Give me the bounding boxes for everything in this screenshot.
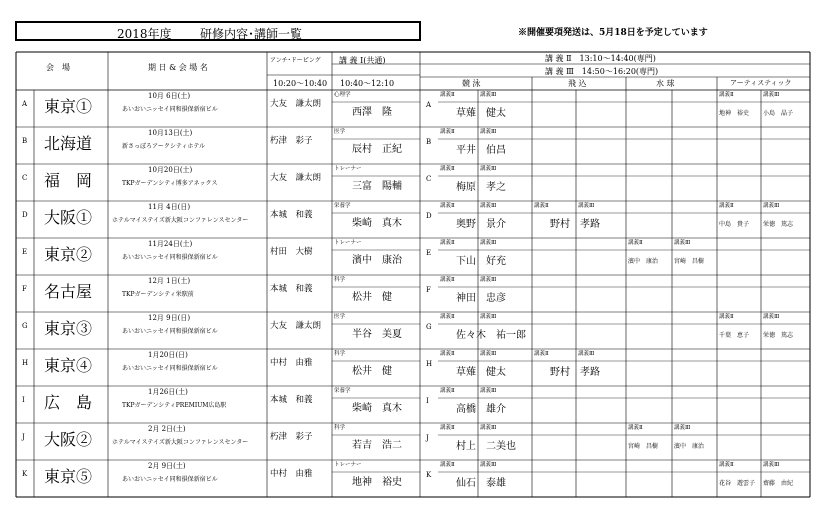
lecture1-field: トレーナー	[334, 462, 362, 468]
lecture3-tag: 講義Ⅲ	[480, 462, 497, 468]
lecture2-tag: 講義Ⅱ	[440, 166, 455, 172]
venue-name: ホテルマイステイズ新大阪コンファレンスセンター	[112, 439, 249, 446]
lecture-instructor: 高橋 雄介	[456, 404, 506, 415]
lecture1-instructor: 柴崎 真木	[352, 403, 402, 414]
title-year: 2018年度	[117, 27, 172, 41]
lecture3-tag: 講義Ⅲ	[674, 425, 691, 431]
lecture2-tag: 講義Ⅱ	[440, 314, 455, 320]
lecture-instructor: 下山 好充	[456, 256, 506, 267]
row-letter: G	[22, 322, 28, 330]
row-letter-2: I	[426, 397, 429, 405]
lecture3-tag: 講義Ⅲ	[480, 240, 497, 246]
lecture2-tag: 講義Ⅱ	[628, 240, 643, 246]
lecture2-tag: 講義Ⅱ	[440, 462, 455, 468]
event-date: 1月26日(土)	[148, 388, 188, 396]
lecture1-field: 医学	[334, 129, 346, 135]
header-event-artistic: アーティスティック	[730, 79, 792, 87]
event-date: 10月 6日(土)	[148, 92, 191, 100]
lecture3-tag: 講義Ⅲ	[480, 129, 497, 135]
lecture1-instructor: 三富 陽輔	[352, 181, 402, 192]
lecture2-tag: 講義Ⅱ	[440, 240, 455, 246]
lecture2-tag: 講義Ⅱ	[534, 351, 549, 357]
lecture3-instructor: 濱中 康治	[674, 443, 705, 450]
lecture3-tag: 講義Ⅲ	[763, 462, 780, 468]
venue-city: 東京③	[44, 319, 93, 338]
venue-name: TKPガーデンシティPREMIUM広島駅	[122, 402, 227, 409]
event-date: 12月 9日(日)	[148, 314, 191, 322]
lecture3-instructor: 小島 晶子	[763, 110, 794, 117]
lecture-instructor: 平井 伯昌	[456, 145, 506, 156]
lecture2-instructor: 地神 裕史	[719, 110, 750, 117]
row-letter: F	[22, 285, 27, 293]
lecture1-field: トレーナー	[334, 166, 362, 172]
row-letter-2: B	[426, 138, 432, 146]
lecture3-tag: 講義Ⅲ	[480, 203, 497, 209]
lecture1-instructor: 地神 裕史	[352, 477, 402, 488]
lecture1-field: 栄養学	[334, 203, 351, 209]
lecture2-instructor: 千葉 恵子	[719, 332, 750, 339]
row-letter-2: E	[426, 249, 432, 257]
event-date: 2月 9日(土)	[148, 462, 186, 470]
lecture3-instructor: 栄徳 篤志	[763, 332, 794, 339]
lecture3-tag: 講義Ⅲ	[763, 314, 780, 320]
header-event-diving: 飛 込	[568, 79, 587, 88]
page-title: 研修内容･講師一覧	[200, 27, 303, 41]
header-event-swimming: 競 泳	[462, 79, 481, 88]
lecture-instructor: 草薙 健太	[456, 367, 506, 378]
venue-city: 東京④	[44, 356, 93, 375]
anti-doping-instructor: 朽津 彩子	[270, 136, 313, 146]
row-letter: E	[22, 248, 28, 256]
venue-name: 新さっぽろアークシティホテル	[122, 143, 206, 150]
event-date: 2月 2日(土)	[148, 425, 186, 433]
lecture-instructor: 仙石 泰雄	[456, 478, 506, 489]
anti-doping-instructor: 村田 大樹	[270, 247, 313, 257]
row-letter: I	[22, 396, 25, 404]
venue-city: 東京⑤	[44, 467, 93, 486]
header-venue: 会 場	[46, 63, 70, 72]
venue-name: あいおいニッセイ同和損保新宿ビル	[122, 106, 218, 113]
venue-city: 東京②	[44, 245, 93, 264]
lecture3-tag: 講義Ⅲ	[480, 351, 497, 357]
lecture3-tag: 講義Ⅲ	[480, 277, 497, 283]
lecture1-instructor: 松井 健	[352, 292, 392, 303]
lecture3-tag: 講義Ⅲ	[674, 240, 691, 246]
venue-city: 広 島	[44, 393, 93, 412]
lecture1-instructor: 松井 健	[352, 366, 392, 377]
lecture-instructor: 村上 二美也	[456, 441, 516, 452]
row-letter: B	[22, 137, 28, 145]
lecture3-instructor: 宮崎 昌樹	[674, 258, 705, 265]
lecture2-tag: 講義Ⅱ	[440, 129, 455, 135]
row-letter-2: C	[426, 175, 432, 183]
event-date: 11月 4日(日)	[148, 203, 191, 211]
venue-city: 名古屋	[44, 282, 93, 301]
row-letter-2: F	[426, 286, 431, 294]
lecture1-field: トレーナー	[334, 240, 362, 246]
lecture-instructor: 奥野 景介	[456, 219, 506, 230]
header-date-venue: 期 日 & 会 場 名	[148, 63, 208, 72]
venue-name: TKPガーデンシティ栄駅前	[122, 291, 194, 298]
event-date: 10月20日(土)	[148, 166, 193, 174]
event-date: 11月24日(土)	[148, 240, 193, 248]
lecture3-tag: 講義Ⅲ	[480, 166, 497, 172]
header-anti-doping: アンチ･ドーピング	[270, 57, 321, 64]
anti-doping-instructor: 朽津 彩子	[270, 432, 313, 442]
lecture-instructor: 神田 忠彦	[456, 293, 506, 304]
row-letter: H	[22, 359, 29, 367]
lecture2-instructor: 濱中 康治	[628, 258, 659, 265]
lecture1-instructor: 半谷 美夏	[352, 329, 402, 340]
anti-doping-instructor: 大友 謙太朗	[270, 99, 322, 109]
lecture2-instructor: 宮崎 昌樹	[628, 443, 659, 450]
anti-doping-instructor: 中村 由雅	[270, 469, 313, 479]
venue-name: ホテルマイステイズ新大阪コンファレンスセンター	[112, 217, 249, 224]
event-date: 1月20日(日)	[148, 351, 188, 359]
lecture2-tag: 講義Ⅱ	[440, 388, 455, 394]
lecture3-tag: 講義Ⅲ	[480, 314, 497, 320]
lecture3-tag: 講義Ⅲ	[480, 388, 497, 394]
lecture1-instructor: 若吉 浩二	[352, 440, 402, 451]
row-letter-2: A	[426, 101, 432, 109]
header-lecture1-time: 10:40～12:10	[340, 79, 395, 88]
lecture3-tag: 講義Ⅲ	[763, 92, 780, 98]
row-letter-2: H	[426, 360, 433, 368]
lecture1-instructor: 濱中 康治	[352, 255, 402, 266]
anti-doping-instructor: 本城 和義	[270, 395, 313, 405]
lecture2-tag: 講義Ⅱ	[628, 425, 643, 431]
lecture2-tag: 講義Ⅱ	[719, 92, 734, 98]
venue-city: 北海道	[44, 134, 93, 153]
lecture1-field: 科学	[334, 351, 346, 357]
lecture-instructor: 野村 孝路	[550, 367, 600, 378]
lecture1-instructor: 西澤 隆	[352, 107, 392, 118]
lecture1-instructor: 辰村 正紀	[352, 144, 402, 155]
anti-doping-instructor: 本城 和義	[270, 210, 313, 220]
venue-name: あいおいニッセイ同和損保新宿ビル	[122, 254, 218, 261]
lecture1-field: 科学	[334, 277, 346, 283]
lecture3-tag: 講義Ⅲ	[763, 203, 780, 209]
lecture3-tag: 講義Ⅲ	[578, 351, 595, 357]
lecture2-tag: 講義Ⅱ	[440, 351, 455, 357]
row-letter-2: K	[426, 471, 432, 479]
lecture3-tag: 講義Ⅲ	[480, 92, 497, 98]
anti-doping-instructor: 大友 謙太朗	[270, 173, 322, 183]
lecture-instructor: 佐々木 祐一郎	[456, 330, 526, 341]
lecture2-instructor: 中島 貴子	[719, 221, 750, 228]
event-date: 12月 1日(土)	[148, 277, 191, 285]
lecture2-tag: 講義Ⅱ	[719, 462, 734, 468]
anti-doping-instructor: 中村 由雅	[270, 358, 313, 368]
lecture1-field: 科学	[334, 425, 346, 431]
header-anti-time: 10:20～10:40	[273, 79, 328, 88]
lecture1-field: 医学	[334, 314, 346, 320]
venue-name: あいおいニッセイ同和損保新宿ビル	[122, 365, 218, 372]
lecture1-instructor: 柴崎 真木	[352, 218, 402, 229]
lecture3-tag: 講義Ⅲ	[578, 203, 595, 209]
lecture-instructor: 梅原 孝之	[456, 182, 506, 193]
venue-city: 東京①	[44, 97, 93, 116]
lecture3-instructor: 齋藤 由紀	[763, 480, 794, 487]
lecture2-tag: 講義Ⅱ	[440, 203, 455, 209]
lecture1-field: 栄養学	[334, 388, 351, 394]
row-letter-2: J	[426, 434, 429, 442]
venue-city: 福 岡	[44, 171, 93, 190]
notice-text: ※開催要項発送は、5月18日を予定しています	[518, 28, 708, 38]
lecture2-tag: 講義Ⅱ	[440, 425, 455, 431]
lecture2-tag: 講義Ⅱ	[440, 92, 455, 98]
header-lecture1: 講 義 Ⅰ(共通)	[339, 56, 386, 65]
anti-doping-instructor: 本城 和義	[270, 284, 313, 294]
lecture2-tag: 講義Ⅱ	[719, 203, 734, 209]
lecture2-tag: 講義Ⅱ	[534, 203, 549, 209]
lecture3-instructor: 栄徳 篤志	[763, 221, 794, 228]
lecture2-tag: 講義Ⅱ	[440, 277, 455, 283]
lecture-instructor: 野村 孝路	[550, 219, 600, 230]
row-letter: K	[22, 470, 28, 478]
row-letter: A	[22, 100, 28, 108]
lecture1-field: 心理学	[334, 92, 351, 98]
row-letter: J	[22, 433, 25, 441]
row-letter: D	[22, 211, 28, 219]
header-lecture2: 講 義 Ⅱ 13:10～14:40(専門)	[545, 54, 656, 63]
venue-city: 大阪①	[44, 208, 93, 227]
anti-doping-instructor: 大友 謙太朗	[270, 321, 322, 331]
venue-city: 大阪②	[44, 430, 93, 449]
venue-name: あいおいニッセイ同和損保新宿ビル	[122, 328, 218, 335]
header-event-waterpolo: 水 球	[656, 79, 675, 88]
header-lecture3: 講 義 Ⅲ 14:50～16:20(専門)	[545, 67, 659, 76]
venue-name: あいおいニッセイ同和損保新宿ビル	[122, 476, 218, 483]
lecture-instructor: 草薙 健太	[456, 108, 506, 119]
venue-name: TKPガーデンシティ博多アネックス	[122, 180, 218, 187]
lecture3-tag: 講義Ⅲ	[480, 425, 497, 431]
row-letter-2: G	[426, 323, 432, 331]
row-letter: C	[22, 174, 28, 182]
lecture2-instructor: 花谷 遊雲子	[719, 480, 756, 487]
event-date: 10月13日(土)	[148, 129, 193, 137]
row-letter-2: D	[426, 212, 432, 220]
lecture2-tag: 講義Ⅱ	[719, 314, 734, 320]
